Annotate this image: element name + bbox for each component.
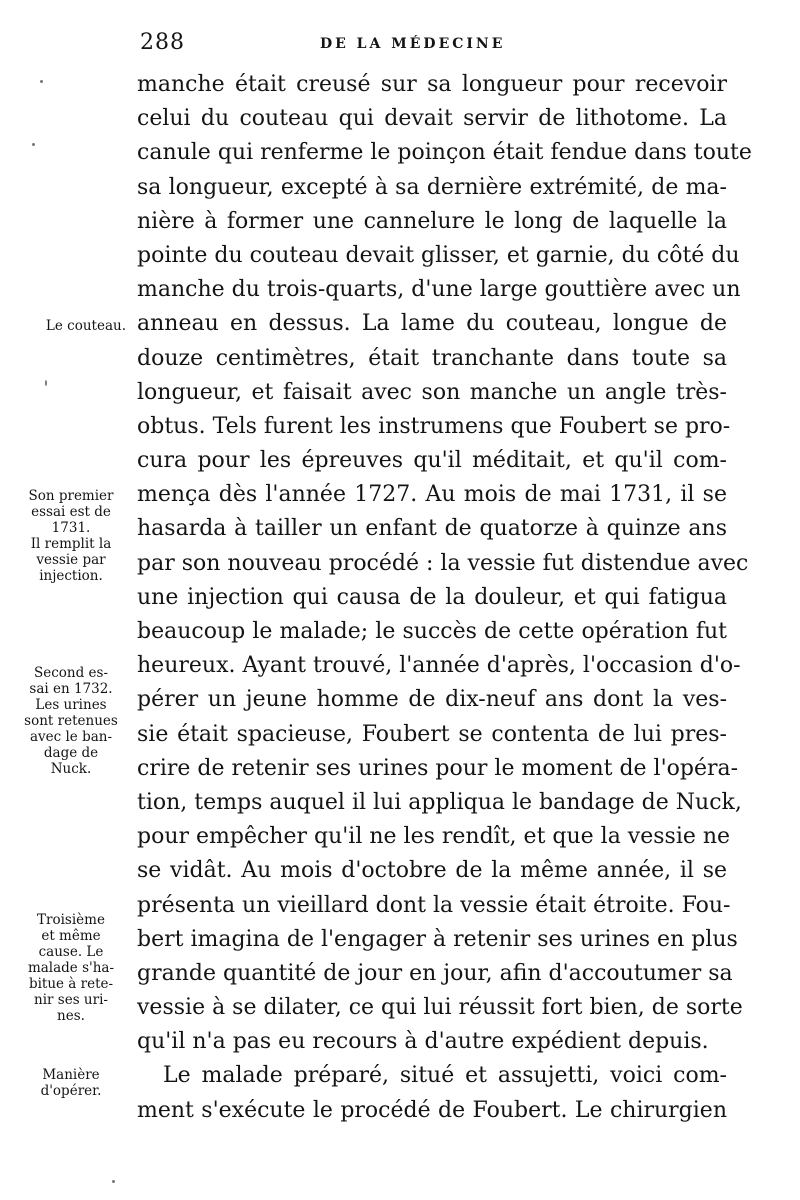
- margin-note-troisieme-essai: Troisième et même cause. Le malade s'ha- bitue à rete- nir ses uri- nes.: [27, 912, 115, 1024]
- text-line: canule qui renferme le poinçon était fendue dans toute: [137, 140, 752, 166]
- text-line: anneau en dessus. La lame du couteau, longue de: [137, 311, 727, 337]
- page-header: [140, 30, 725, 60]
- text-line-paragraph-start: Le malade préparé, situé et assujetti, voici com-: [163, 1063, 727, 1089]
- margin-note-second-essai: Second es- sai en 1732. Les urines sont retenues avec le ban- dage de Nuck.: [24, 665, 118, 777]
- text-line: une injection qui causa de la douleur, et qui fatigua: [137, 584, 727, 610]
- margin-note-le-couteau: Le couteau.: [45, 318, 126, 334]
- text-line: qu'il n'a pas eu recours à d'autre expédient depuis.: [137, 1029, 709, 1055]
- text-line: bert imagina de l'engager à retenir ses urines en plus: [137, 926, 738, 952]
- print-speck: [40, 80, 43, 83]
- text-line: obtus. Tels furent les instrumens que Foubert se pro-: [137, 413, 731, 439]
- text-line: heureux. Ayant trouvé, l'année d'après, l'occasion d'o-: [137, 653, 741, 679]
- text-line: pointe du couteau devait glisser, et garnie, du côté du: [137, 242, 740, 268]
- text-line: manche du trois-quarts, d'une large gouttière avec un: [137, 277, 741, 303]
- text-line: ment s'exécute le procédé de Foubert. Le chirurgien: [137, 1097, 727, 1123]
- text-line: sie était spacieuse, Foubert se contenta de lui pres-: [137, 721, 727, 747]
- margin-note-maniere-operer: Manière d'opérer.: [40, 1067, 102, 1099]
- text-line: manche était creusé sur sa longueur pour recevoir: [137, 72, 727, 97]
- text-line: présenta un vieillard dont la vessie était étroite. Fou-: [137, 892, 731, 918]
- running-head: DE LA MÉDECINE: [320, 36, 506, 52]
- text-line: beaucoup le malade; le succès de cette opération fut: [137, 619, 727, 644]
- print-speck: [32, 143, 35, 146]
- text-line: pérer un jeune homme de dix-neuf ans dont la ves-: [137, 687, 727, 713]
- text-line: douze centimètres, était tranchante dans toute sa: [137, 345, 727, 371]
- text-line: sa longueur, excepté à sa dernière extrémité, de ma-: [137, 174, 727, 200]
- text-line: nière à former une cannelure le long de laquelle la: [137, 208, 727, 234]
- text-line: vessie à se dilater, ce qui lui réussit fort bien, de sorte: [137, 995, 743, 1021]
- text-line: cura pour les épreuves qu'il méditait, et qu'il com-: [137, 448, 727, 474]
- text-line: celui du couteau qui devait servir de lithotome. La: [137, 106, 727, 132]
- text-line: pour empêcher qu'il ne les rendît, et que la vessie ne: [137, 824, 731, 850]
- text-line: tion, temps auquel il lui appliqua le bandage de Nuck,: [137, 789, 742, 815]
- margin-note-premier-essai: Son premier essai est de 1731. Il remplit la vessie par injection.: [28, 488, 114, 584]
- text-line: grande quantité de jour en jour, afin d'accoutumer sa: [137, 960, 733, 986]
- text-line: crire de retenir ses urines pour le moment de l'opéra-: [137, 755, 739, 781]
- text-line: longueur, et faisait avec son manche un angle très-: [137, 379, 727, 405]
- text-line: mença dès l'année 1727. Au mois de mai 1731, il se: [137, 482, 727, 508]
- print-speck: [112, 1180, 115, 1183]
- text-line: hasarda à tailler un enfant de quatorze à quinze ans: [137, 516, 727, 542]
- text-line: se vidât. Au mois d'octobre de la même année, il se: [137, 858, 727, 884]
- text-line: par son nouveau procédé : la vessie fut distendue avec: [137, 550, 749, 576]
- print-speck: [45, 380, 47, 386]
- body-text: [137, 68, 752, 1128]
- page-number: 288: [140, 30, 185, 55]
